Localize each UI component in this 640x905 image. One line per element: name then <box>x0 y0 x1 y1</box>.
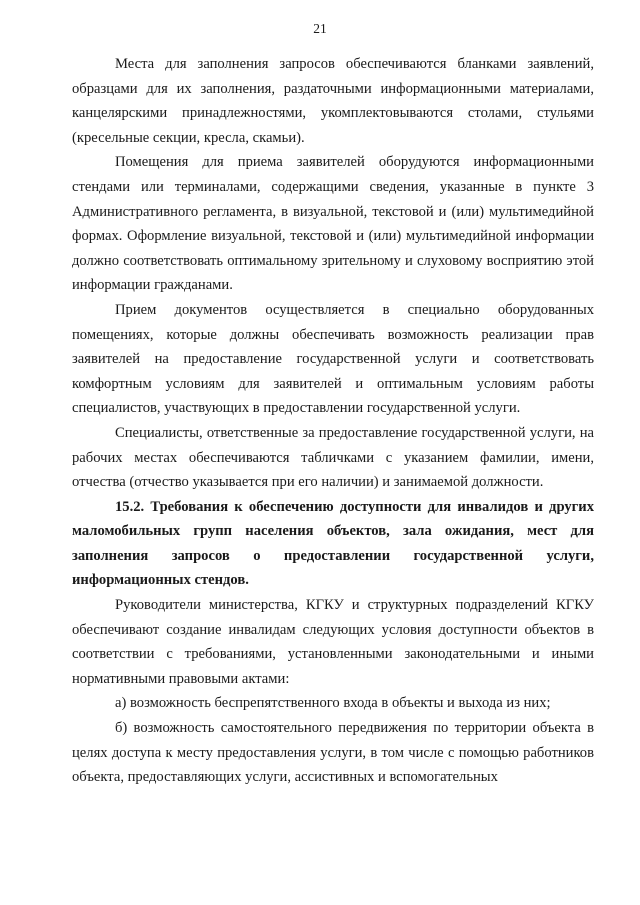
page-number: 21 <box>313 21 327 36</box>
section-heading-15-2: 15.2. Требования к обеспечению доступности для инвалидов и других маломобильных групп населения объектов, зала ожидания, мест для заполнения запросов о предоставлении государственной услуги, информационных стендов. <box>72 498 594 589</box>
paragraph-accessibility-conditions: Руководители министерства, КГКУ и структурных подразделений КГКУ обеспечивают создание инвалидам следующих условия доступности объектов в соответствии с требованиями, установленными законодательными и иными нормативными правовыми актами: <box>72 597 594 687</box>
paragraph-waiting-area-forms: Места для заполнения запросов обеспечиваются бланками заявлений, образцами для их заполнения, раздаточными информационными материалами, канцелярскими принадлежностями, укомплектовываются столами, стульями (кресельные секции, кресла, скамьи). <box>72 56 594 146</box>
paragraph-info-stands: Помещения для приема заявителей оборудуются информационными стендами или терминалами, содержащими сведения, указанные в пункте 3 Административного регламента, в визуальной, текстовой и (или) мультимедийной формах. Оформление визуальной, текстовой и (или) мультимедийной информации должно соответствовать оптимальному зрительному и слуховому восприятию этой информации гражданами. <box>72 154 594 294</box>
paragraph-specialists-nameplates: Специалисты, ответственные за предоставление государственной услуги, на рабочих местах обеспечиваются табличками с указанием фамилии, имени, отчества (отчество указывается при его наличии) и занимаемой должности. <box>72 424 594 491</box>
paragraph-document-reception: Прием документов осуществляется в специально оборудованных помещениях, которые должны обеспечивать возможность реализации прав заявителей на предоставление государственной услуги и соответствовать комфортным условиям для заявителей и оптимальным условиям работы специалистов, участвующих в предоставлении государственной услуги. <box>72 301 594 417</box>
list-item-a: а) возможность беспрепятственного входа в объекты и выхода из них; <box>115 695 551 712</box>
document-body <box>72 52 594 790</box>
list-item-b: б) возможность самостоятельного передвижения по территории объекта в целях доступа к месту предоставления услуги, в том числе с помощью работников объекта, предоставляющих услуги, ассистивных и вспомогательных <box>72 720 594 786</box>
